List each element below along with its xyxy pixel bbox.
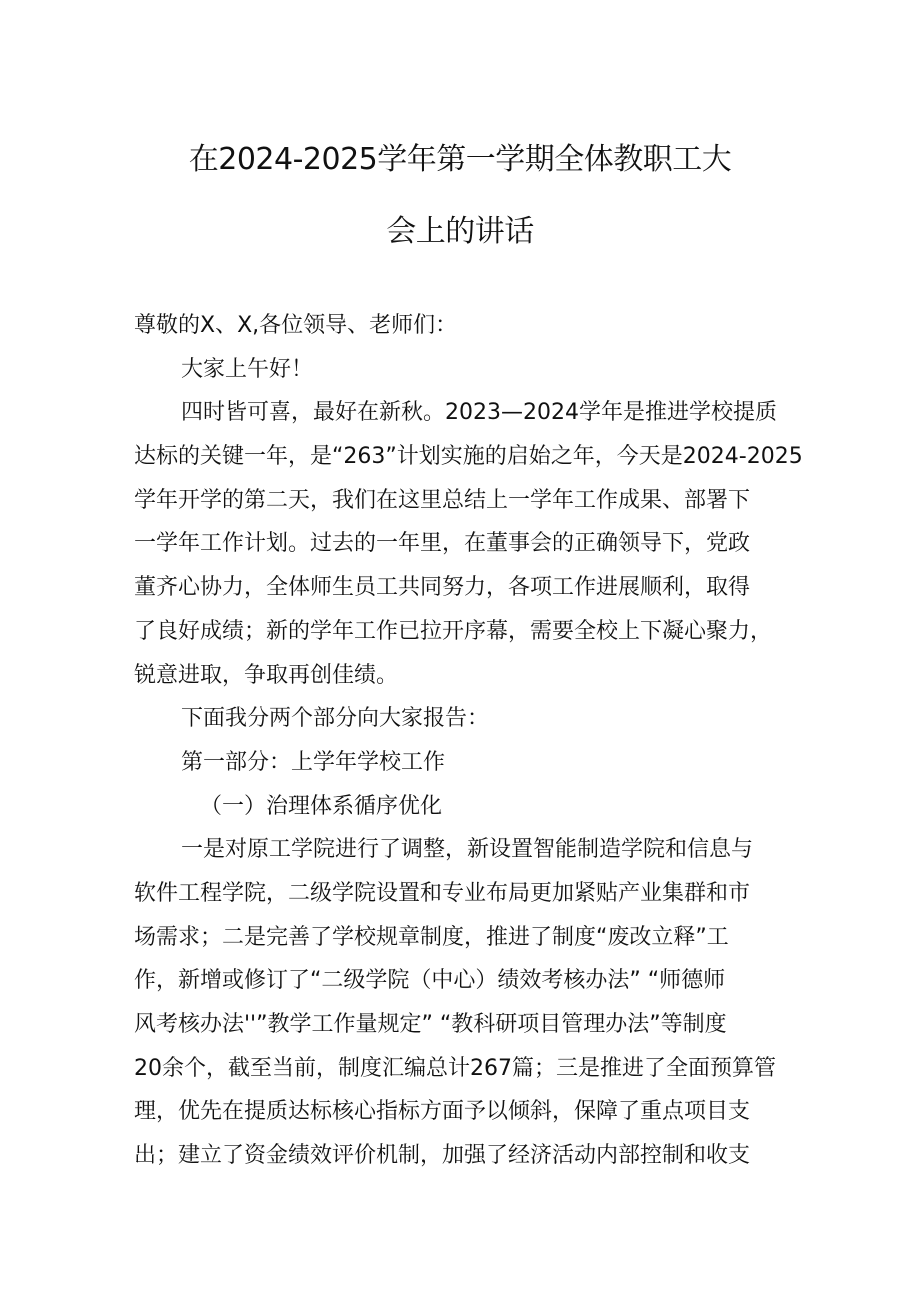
paragraph-line: 理，优先在提质达标核心指标方面予以倾斜，保障了重点项目支	[134, 1099, 751, 1125]
document-title-line-1: 在2024-2025学年第一学期全体教职工大	[188, 142, 732, 177]
paragraph-line: 达标的关键一年，是“263”计划实施的启始之年，今天是2024-2025	[134, 444, 803, 470]
paragraph-line: 20余个，截至当前，制度汇编总计267篇；三是推进了全面预算管	[134, 1055, 776, 1081]
paragraph-line: 一学年工作计划。过去的一年里，在董事会的正确领导下，党政	[134, 531, 751, 557]
paragraph-line: 下面我分两个部分向大家报告：	[181, 706, 490, 732]
document-title-line-2: 会上的讲话	[386, 214, 534, 249]
paragraph-line: 软件工程学院，二级学院设置和专业布局更加紧贴产业集群和市	[134, 880, 751, 906]
paragraph-line: 了良好成绩；新的学年工作已拉开序幕，需要全校上下凝心聚力，	[134, 618, 773, 644]
document-body	[134, 304, 814, 1178]
paragraph-line: 风考核办法''”教学工作量规定” “教科研项目管理办法”等制度	[134, 1012, 727, 1037]
greeting: 大家上午好！	[181, 356, 314, 382]
paragraph-line: 锐意进取，争取再创佳绩。	[134, 662, 399, 688]
paragraph-line: 四时皆可喜，最好在新秋。2023—2024学年是推进学校提质	[181, 400, 777, 426]
paragraph-line: 一是对原工学院进行了调整，新设置智能制造学院和信息与	[181, 837, 754, 863]
salutation: 尊敬的X、X,各位领导、老师们：	[134, 313, 458, 338]
paragraph-line: 作，新增或修订了“二级学院（中心）绩效考核办法” “师德师	[134, 968, 726, 994]
paragraph-line: 董齐心协力，全体师生员工共同努力，各项工作进展顺利，取得	[134, 575, 751, 601]
paragraph-line: 场需求；二是完善了学校规章制度，推进了制度“废改立释”工	[134, 924, 729, 950]
subsection-heading: （一）治理体系循序优化	[200, 793, 443, 819]
paragraph-line: 出；建立了资金绩效评价机制，加强了经济活动内部控制和收支	[134, 1143, 751, 1169]
section-heading: 第一部分：上学年学校工作	[181, 749, 446, 775]
paragraph-line: 学年开学的第二天，我们在这里总结上一学年工作成果、部署下	[134, 487, 751, 513]
